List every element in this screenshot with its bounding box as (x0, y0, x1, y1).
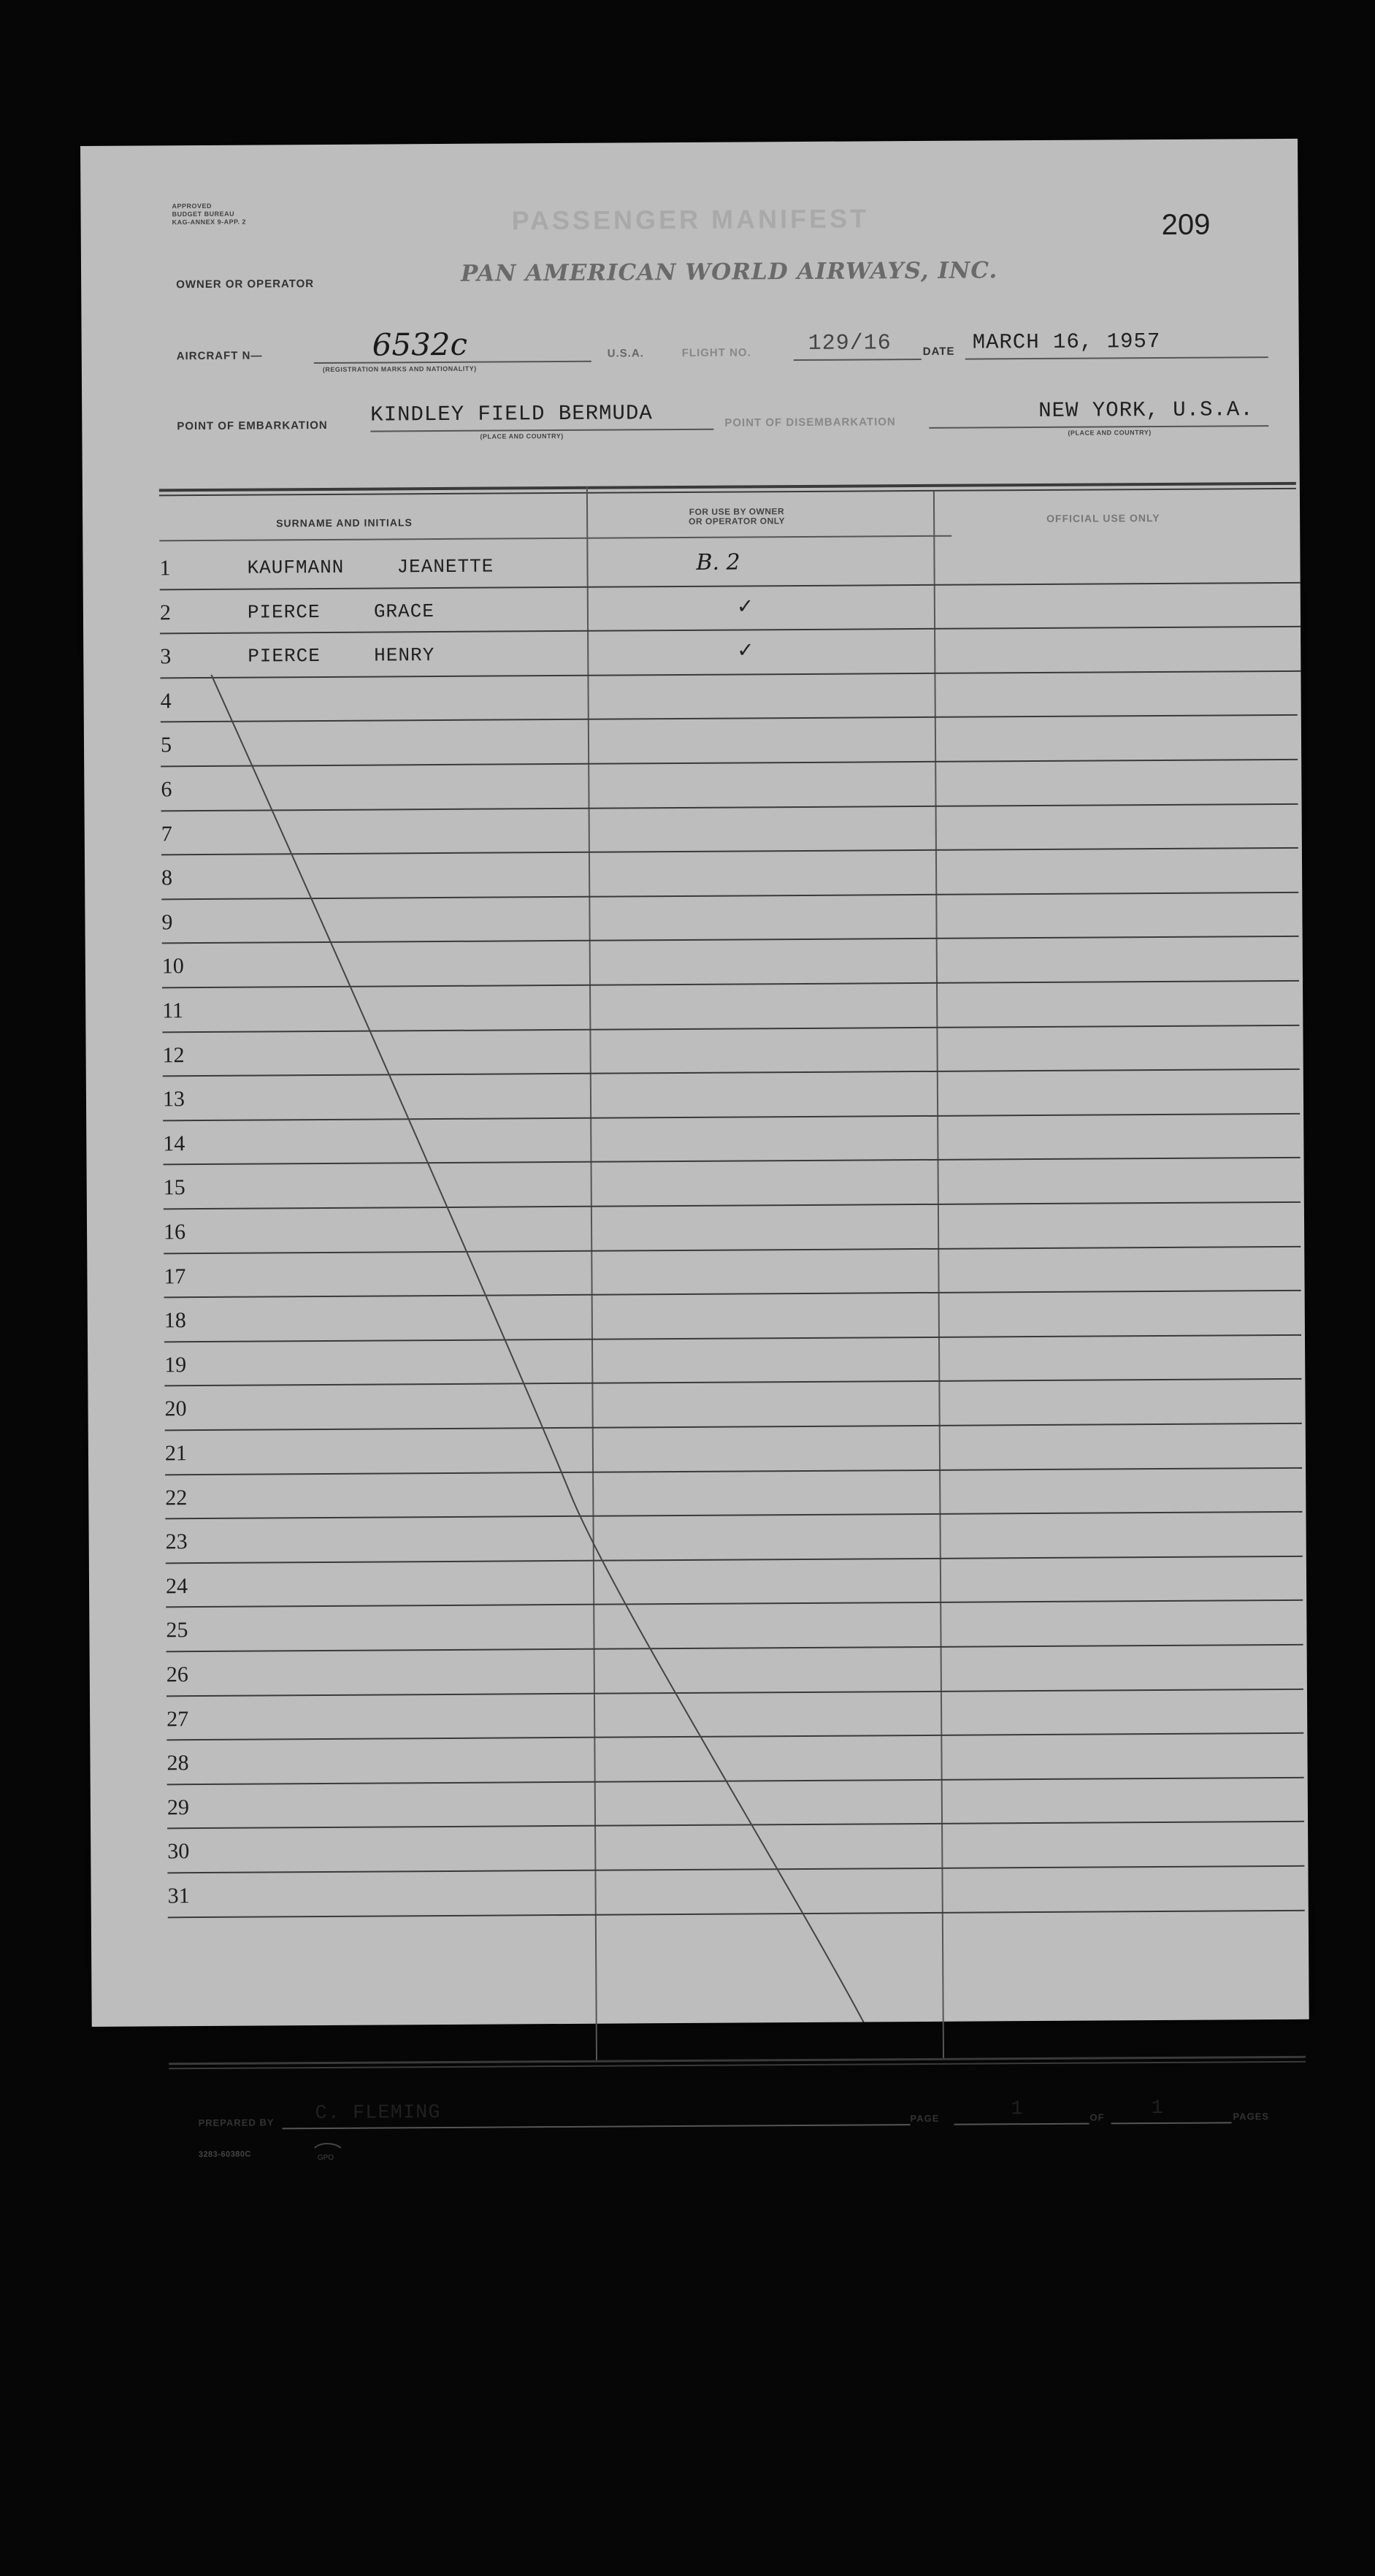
embarkation-label: POINT OF EMBARKATION (177, 418, 328, 433)
approval-line-3: KAG-ANNEX 9-APP. 2 (172, 218, 247, 226)
row-number: 29 (166, 1795, 189, 1820)
passenger-surname: KAUFMANN (247, 556, 345, 579)
check-mark-icon: ✓ (736, 593, 754, 619)
passenger-surname: PIERCE (248, 645, 321, 668)
aircraft-value: 6532c (372, 326, 468, 363)
row-number: 21 (164, 1441, 188, 1466)
check-mark-icon: ✓ (737, 638, 754, 662)
row-number: 13 (162, 1087, 185, 1112)
row-number: 19 (164, 1352, 187, 1377)
row-number: 5 (160, 733, 172, 757)
page-value: 1 (1011, 2098, 1024, 2121)
passenger-given-name: HENRY (374, 644, 435, 667)
passenger-surname: PIERCE (247, 600, 321, 624)
row-number: 1 (159, 556, 171, 581)
form-title: PASSENGER MANIFEST (511, 203, 870, 236)
flight-label: FLIGHT NO. (681, 346, 751, 359)
row-number: 30 (167, 1839, 190, 1864)
row-number: 12 (162, 1042, 185, 1067)
table-bottom-rule (169, 2056, 1306, 2065)
row-number: 23 (165, 1529, 188, 1554)
row-number: 10 (161, 954, 184, 979)
printer-mark-icon (312, 2142, 344, 2163)
date-value: MARCH 16, 1957 (972, 329, 1161, 355)
row-number: 7 (161, 821, 172, 846)
of-field (1111, 2097, 1231, 2124)
prepared-label: PREPARED BY (198, 2117, 275, 2129)
row-number: 9 (161, 910, 173, 935)
row-number: 3 (160, 644, 172, 669)
row-number: 6 (161, 777, 172, 802)
row-number: 4 (160, 689, 172, 714)
col-owner-header-line2: OR OPERATOR ONLY (689, 516, 785, 527)
row-number: 20 (164, 1396, 187, 1421)
col-owner-header-line1: FOR USE BY OWNER (689, 506, 785, 517)
registration-caption: (REGISTRATION MARKS AND NATIONALITY) (322, 364, 477, 373)
row-number: 22 (165, 1485, 188, 1510)
page-number: 209 (1161, 208, 1211, 241)
row-number: 8 (161, 865, 173, 890)
operator-note: B. 2 (696, 549, 740, 576)
pages-label: PAGES (1233, 2111, 1270, 2122)
approval-line-1: APPROVED (172, 202, 212, 210)
row-number: 16 (163, 1220, 186, 1245)
of-label: OF (1089, 2111, 1105, 2123)
embarkation-value: KINDLEY FIELD BERMUDA (370, 401, 653, 427)
row-number: 27 (166, 1706, 189, 1731)
row-number: 26 (166, 1662, 188, 1687)
manifest-sheet (80, 139, 1309, 2163)
cancel-line (80, 139, 1309, 2027)
page-label: PAGE (910, 2112, 940, 2125)
row-number: 15 (163, 1175, 185, 1200)
svg-text:GPO: GPO (317, 2153, 334, 2163)
aircraft-label: AIRCRAFT N— (176, 349, 263, 363)
usa-label: U.S.A. (607, 347, 644, 360)
row-number: 14 (163, 1131, 185, 1156)
prepared-field (282, 2102, 910, 2129)
col-surname-header: SURNAME AND INITIALS (276, 516, 413, 530)
owner-value: PAN AMERICAN WORLD AIRWAYS, INC. (460, 257, 998, 287)
form-code: 3283-60380C (198, 2149, 252, 2160)
row-number: 17 (164, 1264, 186, 1288)
row-number: 31 (167, 1884, 190, 1908)
row-number: 18 (164, 1308, 186, 1333)
row-number: 24 (165, 1573, 188, 1599)
passenger-given-name: JEANETTE (397, 555, 494, 578)
row-number: 11 (162, 998, 184, 1023)
place-caption-disembarkation: (PLACE AND COUNTRY) (1068, 429, 1152, 437)
flight-value: 129/16 (808, 331, 892, 356)
of-value: 1 (1151, 2097, 1164, 2120)
date-label: DATE (922, 345, 955, 358)
page-field (954, 2098, 1089, 2125)
approval-line-2: BUDGET BUREAU (172, 210, 235, 218)
disembarkation-label: POINT OF DISEMBARKATION (724, 416, 896, 429)
place-caption-embarkation: (PLACE AND COUNTRY) (480, 432, 564, 440)
row-number: 25 (166, 1618, 188, 1643)
passenger-given-name: GRACE (373, 600, 435, 623)
disembarkation-value: NEW YORK, U.S.A. (1038, 397, 1254, 423)
row-number: 28 (166, 1751, 189, 1776)
row-number: 2 (159, 600, 172, 624)
owner-label: OWNER OR OPERATOR (176, 278, 315, 291)
prepared-value: C. FLEMING (315, 2102, 441, 2125)
col-official-header: OFFICIAL USE ONLY (1046, 511, 1160, 524)
